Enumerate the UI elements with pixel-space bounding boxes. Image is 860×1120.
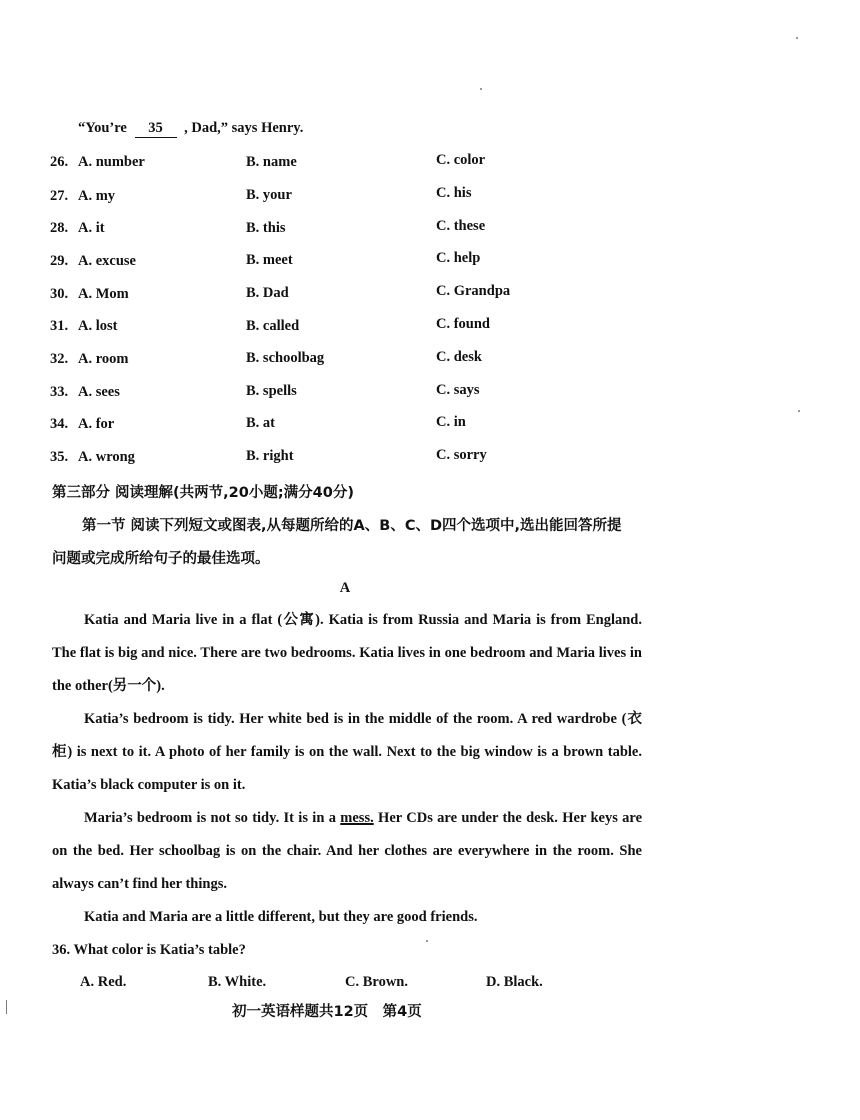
scan-speck xyxy=(480,88,482,90)
option-a: A. wrong xyxy=(78,449,135,465)
option-b: B. called xyxy=(246,318,300,334)
option-a: A. room xyxy=(78,351,129,367)
question-number: 33. xyxy=(50,384,69,400)
option-c: C. desk xyxy=(436,349,482,365)
question-36-option-b: B. White. xyxy=(208,974,267,990)
quote-line xyxy=(78,120,303,138)
question-number: 27. xyxy=(50,188,69,204)
paragraph-text: Katia’s bedroom is tidy. Her white bed is in the middle of the room. A red wardrobe (衣柜) is next to it. A photo of her family is on the wall. Next to the big window is a brown table. Katia’s black computer is on it. xyxy=(52,711,642,793)
option-c: C. his xyxy=(436,185,472,201)
quote-pre: “You’re xyxy=(78,120,127,136)
scan-speck xyxy=(6,1000,7,1014)
question-number: 30. xyxy=(50,286,69,302)
option-c: C. sorry xyxy=(436,447,487,463)
option-c: C. in xyxy=(436,414,466,430)
part3-heading: 第三部分 阅读理解(共两节,20小题;满分40分) xyxy=(52,485,354,501)
option-c: C. color xyxy=(436,152,486,168)
option-a: A. lost xyxy=(78,318,118,334)
question-36-option-a: A. Red. xyxy=(80,974,127,990)
option-b: B. meet xyxy=(246,252,293,268)
option-a: A. excuse xyxy=(78,253,136,269)
option-c: C. these xyxy=(436,218,486,234)
option-a: A. for xyxy=(78,416,115,432)
option-b: B. schoolbag xyxy=(246,350,325,366)
option-b: B. your xyxy=(246,187,292,203)
option-c: C. help xyxy=(436,250,481,266)
underlined-word-mess: mess. xyxy=(340,810,374,826)
option-c: C. says xyxy=(436,382,480,398)
passage-label: A xyxy=(339,580,351,596)
paragraph-text-post: Her CDs are under the desk. Her keys are on the bed. Her schoolbag is on the chair. And her clothes are everywhere in the room. She always can’t find her things. xyxy=(52,810,643,892)
question-36-option-c: C. Brown. xyxy=(345,974,408,990)
answer-blank: 35 xyxy=(135,120,177,138)
option-a: A. Mom xyxy=(78,286,129,302)
question-36-stem: 36. What color is Katia’s table? xyxy=(52,942,246,958)
question-36-option-d: D. Black. xyxy=(486,974,543,990)
passage-paragraph-4 xyxy=(52,901,642,934)
option-c: C. Grandpa xyxy=(436,283,511,299)
paragraph-text: Katia and Maria are a little different, but they are good friends. xyxy=(84,909,478,925)
question-number: 26. xyxy=(50,154,69,170)
question-number: 29. xyxy=(50,253,69,269)
option-a: A. number xyxy=(78,154,145,170)
paragraph-text-pre: Maria’s bedroom is not so tidy. It is in a xyxy=(84,810,336,826)
question-number: 34. xyxy=(50,416,69,432)
scan-speck xyxy=(798,410,800,412)
section1-instruction-line2: 问题或完成所给句子的最佳选项。 xyxy=(52,551,270,567)
question-number: 28. xyxy=(50,220,69,236)
option-a: A. sees xyxy=(78,384,120,400)
page-footer: 初一英语样题共12页 第4页 xyxy=(232,1004,422,1020)
option-b: B. at xyxy=(246,415,275,431)
option-a: A. my xyxy=(78,188,116,204)
option-b: B. right xyxy=(246,448,294,464)
option-c: C. found xyxy=(436,316,490,332)
question-number: 31. xyxy=(50,318,69,334)
question-number: 35. xyxy=(50,449,69,465)
passage-paragraph-3 xyxy=(52,802,642,901)
option-b: B. this xyxy=(246,220,286,236)
scan-speck xyxy=(796,37,798,39)
option-a: A. it xyxy=(78,220,105,236)
option-b: B. Dad xyxy=(246,285,289,301)
scan-speck xyxy=(426,940,428,942)
question-number: 32. xyxy=(50,351,69,367)
quote-post: , Dad,” says Henry. xyxy=(184,120,304,136)
option-b: B. spells xyxy=(246,383,297,399)
paragraph-text: Katia and Maria live in a flat (公寓). Katia is from Russia and Maria is from England. The flat is big and nice. There are two bedrooms. Katia lives in one bedroom and Maria lives in the other(另一个). xyxy=(52,612,642,694)
option-b: B. name xyxy=(246,154,297,170)
passage-paragraph-2 xyxy=(52,703,642,802)
passage-paragraph-1 xyxy=(52,604,642,703)
section1-instruction-line1: 第一节 阅读下列短文或图表,从每题所给的A、B、C、D四个选项中,选出能回答所提 xyxy=(82,518,622,534)
